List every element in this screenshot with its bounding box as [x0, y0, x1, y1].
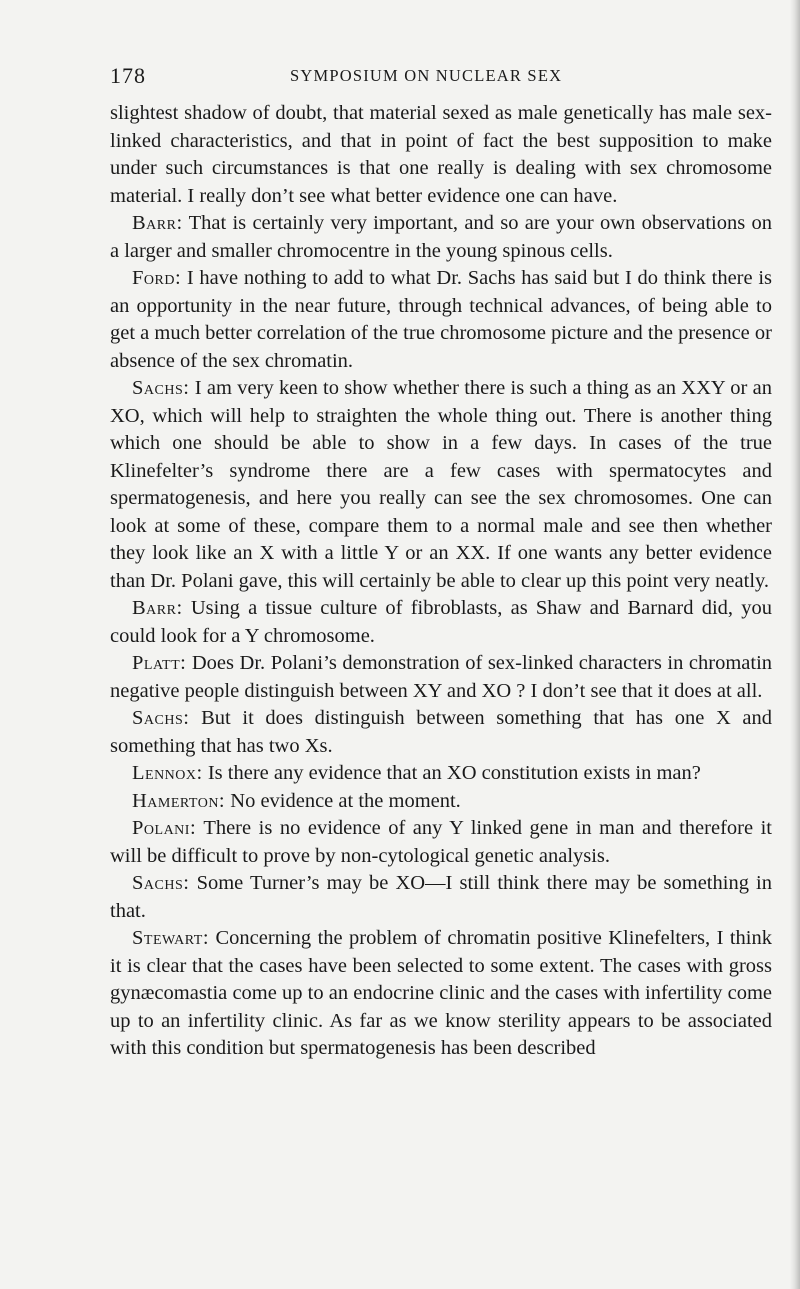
- speaker-name: Platt:: [132, 652, 187, 674]
- paragraph-barr-2: [110, 595, 772, 650]
- paragraph-text: Concerning the problem of chromatin positive Klinefelters, I think it is clear that the cases have been selected to some extent. The cases with gross gynæcomastia come up to an endocrine clinic and the cases with infertility come up to an infertility clinic. As far as we know sterility appears to be associated with this condition but spermatogenesis has been described: [110, 927, 773, 1059]
- paragraph-polani: [110, 815, 772, 870]
- speaker-name: Lennox:: [132, 762, 203, 784]
- page-number: 178: [110, 63, 146, 88]
- paragraph-text: Is there any evidence that an XO constitution exists in man?: [207, 762, 701, 784]
- paragraph-continuation: [110, 100, 772, 210]
- speaker-name: Sachs:: [132, 872, 190, 894]
- paragraph-text: I am very keen to show whether there is such a thing as an XXY or an XO, which will help to straighten the whole thing out. There is another thing which one should be able to show in a few days. In cases of the true Klinefelter’s syndrome there are a few cases with spermatocytes and spermatogenesis, and here you really can see the sex chromosomes. One can look at some of these, compare them to a normal male and see then whether they look like an X with a little Y or an XX. If one wants any better evidence than Dr. Polani gave, this will certainly be able to clear up this point very neatly.: [110, 377, 773, 592]
- paragraph-text: Using a tissue culture of fibroblasts, as Shaw and Barnard did, you could look for a Y chromosome.: [110, 597, 772, 647]
- speaker-name: Barr:: [132, 597, 183, 619]
- body-text: [110, 100, 772, 1063]
- speaker-name: Polani:: [132, 817, 197, 839]
- speaker-name: Sachs:: [132, 707, 190, 729]
- paragraph-ford: [110, 265, 772, 375]
- speaker-name: Ford:: [132, 267, 182, 289]
- paragraph-stewart: [110, 925, 772, 1063]
- paragraph-sachs-2: [110, 705, 772, 760]
- book-page: [110, 58, 772, 1063]
- paragraph-sachs-1: [110, 375, 772, 595]
- paragraph-barr-1: [110, 210, 772, 265]
- paragraph-text: No evidence at the moment.: [230, 789, 461, 812]
- paragraph-hamerton: [110, 788, 772, 816]
- speaker-name: Sachs:: [132, 377, 190, 399]
- speaker-name: Hamerton:: [132, 789, 226, 812]
- paragraph-text: Some Turner’s may be XO—I still think there may be something in that.: [110, 872, 773, 922]
- paragraph-text: There is no evidence of any Y linked gene in man and therefore it will be difficult to prove by non-cytological genetic analysis.: [110, 817, 772, 867]
- paragraph-text: slightest shadow of doubt, that material sexed as male genetically has male sex-linked characteristics, and that in point of fact the best supposition to make under such circumstances is that one really is dealing with sex chromosome material. I really don’t see what better evidence one can have.: [110, 102, 772, 207]
- paragraph-lennox: [110, 760, 772, 788]
- speaker-name: Barr:: [132, 212, 183, 234]
- paragraph-text: Does Dr. Polani’s demonstration of sex-linked characters in chromatin negative people distinguish between XY and XO ? I don’t see that it does at all.: [110, 652, 773, 702]
- paragraph-text: But it does distinguish between something that has one X and something that has two Xs.: [110, 707, 772, 757]
- paragraph-sachs-3: [110, 870, 772, 925]
- paragraph-text: That is certainly very important, and so are your own observations on a larger and smaller chromocentre in the young spinous cells.: [110, 212, 772, 262]
- paragraph-text: I have nothing to add to what Dr. Sachs has said but I do think there is an opportunity in the near future, through technical advances, of being able to get a much better correlation of the true chromosome picture and the presence or absence of the sex chromatin.: [110, 267, 772, 372]
- speaker-name: Stewart:: [132, 927, 210, 949]
- paragraph-platt: [110, 650, 772, 705]
- page-header: [110, 58, 772, 94]
- page-edge-shadow: [790, 0, 800, 1289]
- running-title: SYMPOSIUM ON NUCLEAR SEX: [290, 66, 563, 85]
